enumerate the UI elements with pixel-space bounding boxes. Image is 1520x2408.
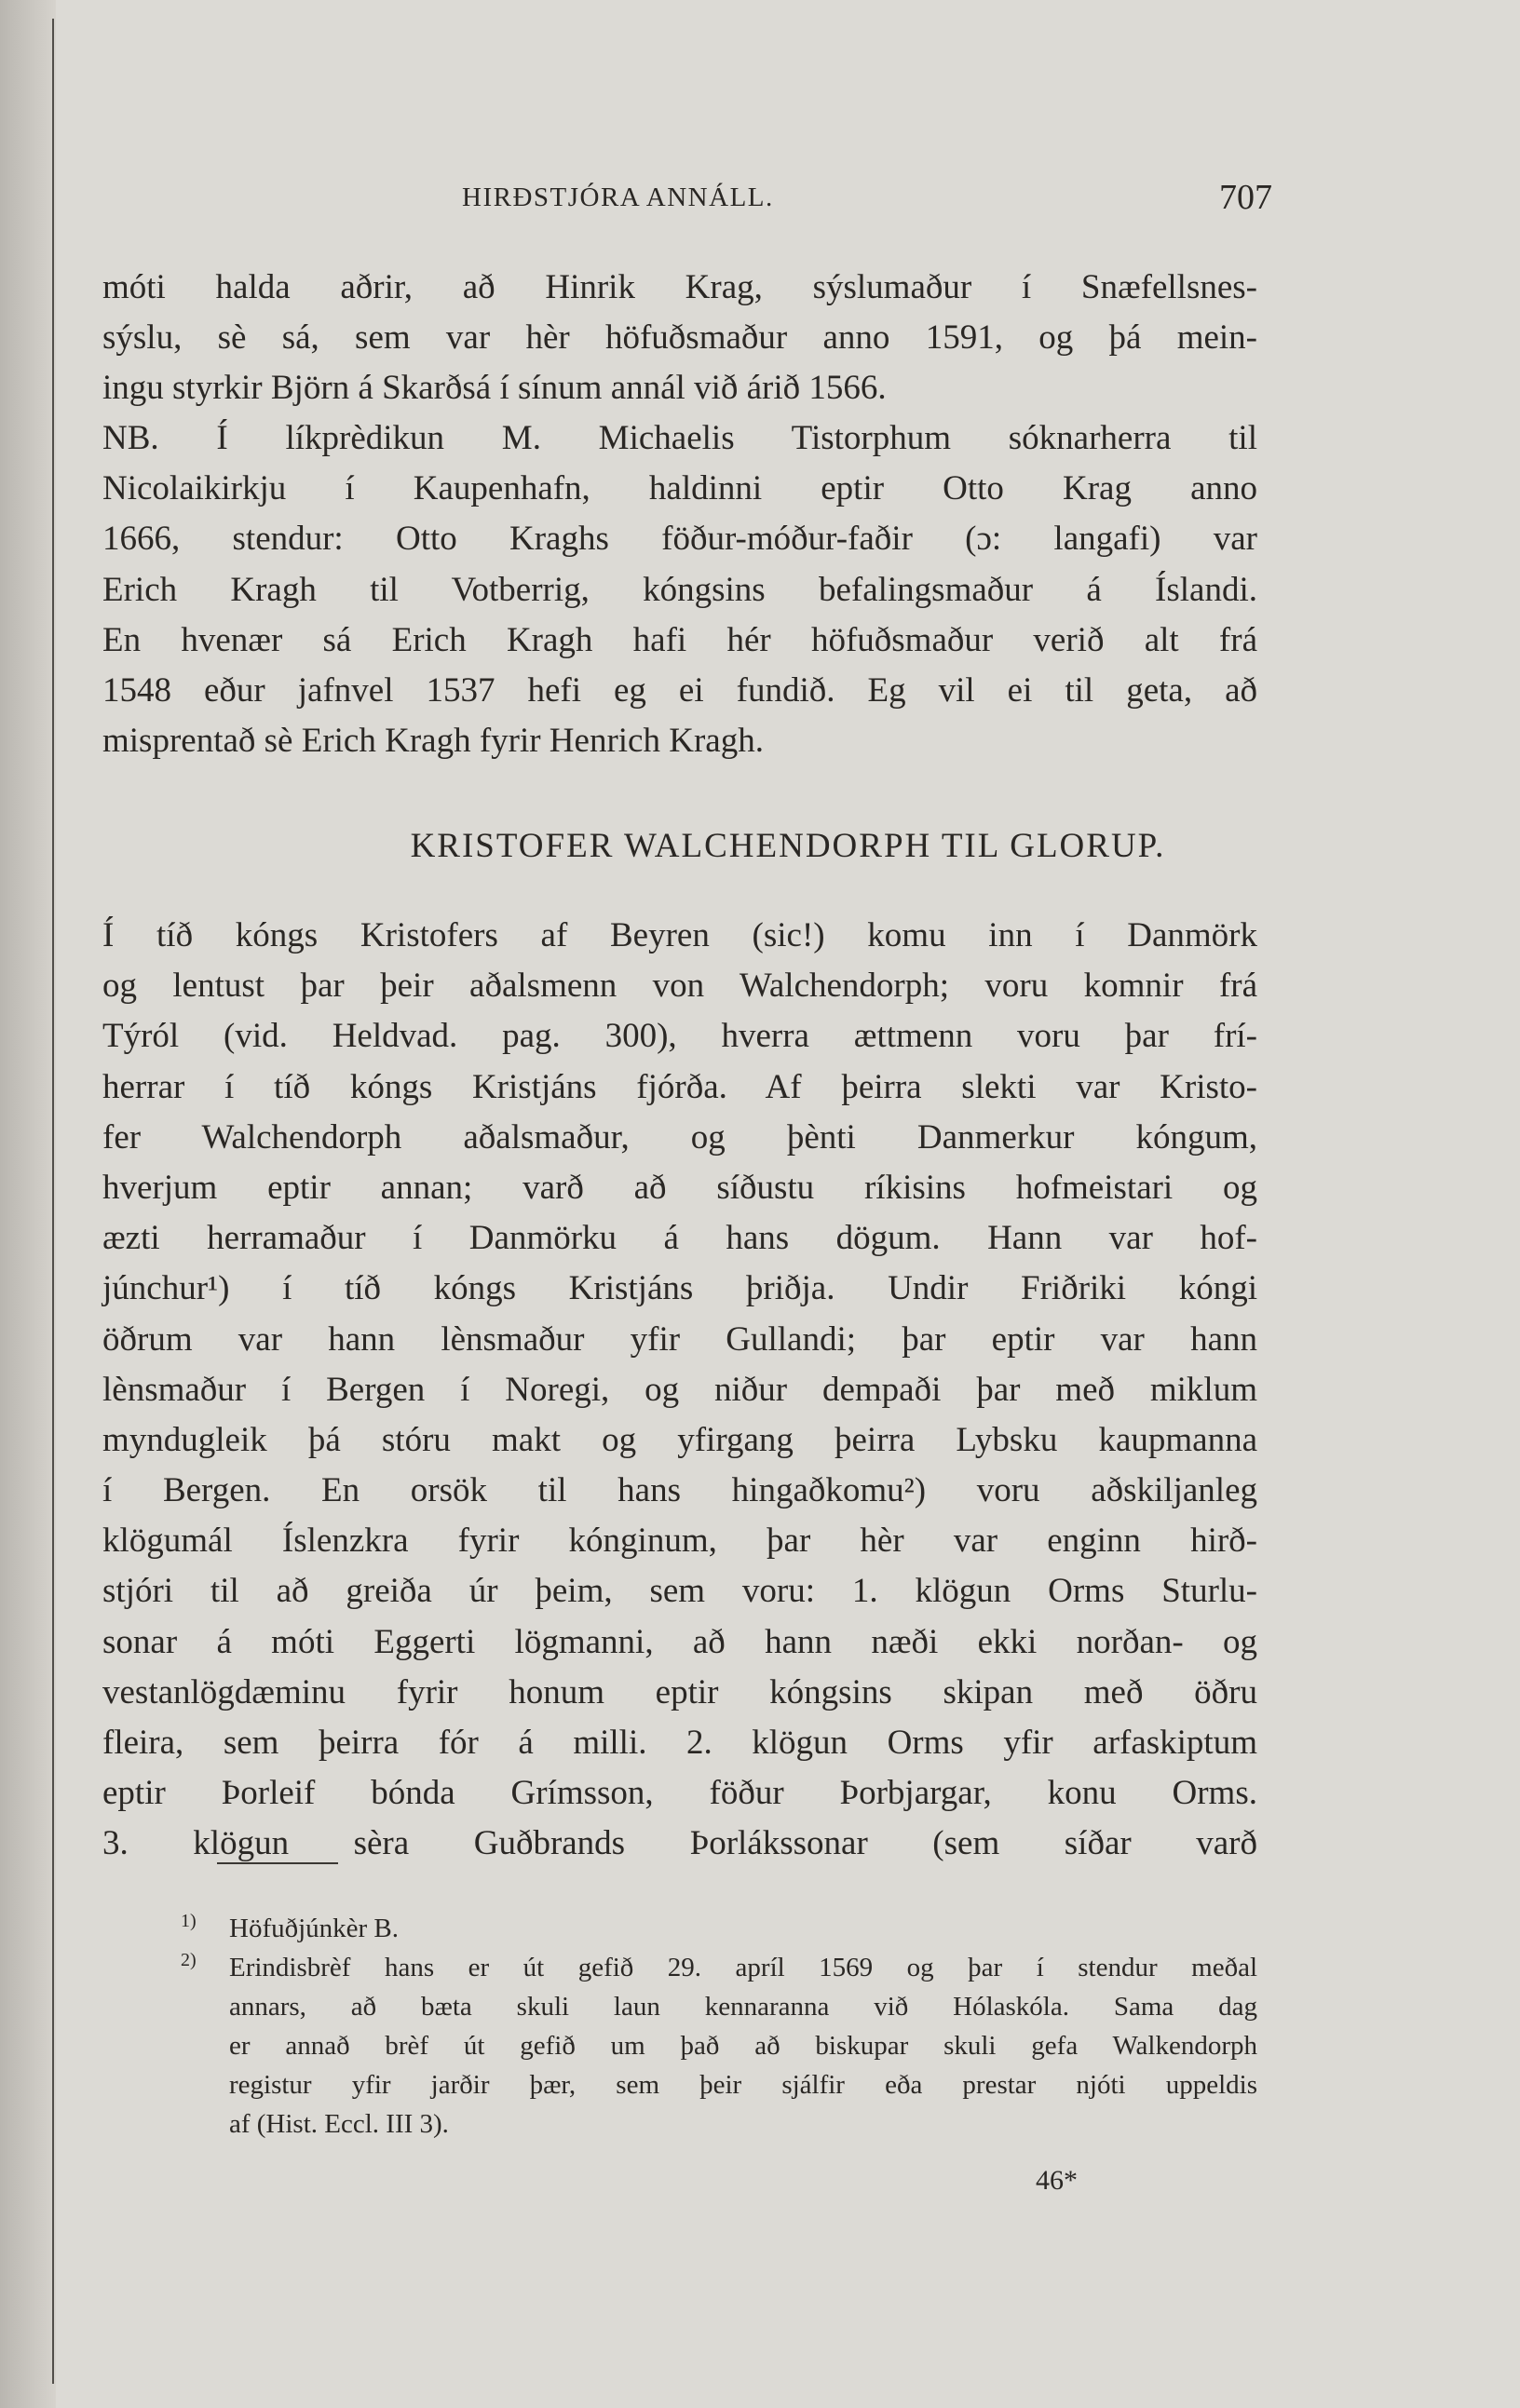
- paragraph-3: [102, 911, 1257, 1870]
- text-line: æzti herramaður í Danmörku á hans dögum. Hann var hof-: [102, 1219, 1257, 1258]
- scan-edge: [0, 0, 56, 2408]
- text-line: ingu styrkir Björn á Skarðsá í sínum annál við árið 1566.: [102, 369, 887, 408]
- text-line: Erich Kragh til Votberrig, kóngsins befalingsmaður á Íslandi.: [102, 570, 1257, 609]
- text-line: NB. Í líkprèdikun M. Michaelis Tistorphum sóknarherra til: [102, 419, 1257, 457]
- gutter-line: [52, 19, 54, 2384]
- signature-mark: 46*: [1036, 2165, 1078, 2196]
- text-line: Nicolaikirkju í Kaupenhafn, haldinni eptir Otto Krag anno: [102, 469, 1257, 508]
- page-number: 707: [1219, 178, 1272, 217]
- footnote-2: [102, 1948, 1257, 1987]
- footnote-line: annars, að bæta skuli laun kennaranna við Hólaskóla. Sama dag: [229, 1992, 1257, 2022]
- text-line: í Bergen. En orsök til hans hingaðkomu²) voru aðskiljanleg: [102, 1471, 1257, 1510]
- text-line: misprentað sè Erich Kragh fyrir Henrich Kragh.: [102, 722, 764, 761]
- running-header: [462, 178, 1272, 223]
- text-line: myndugleik þá stóru makt og yfirgang þeirra Lybsku kaupmanna: [102, 1420, 1257, 1459]
- footnote-2-cont: [102, 1987, 1257, 2026]
- text-line: fleira, sem þeirra fór á milli. 2. klögun Orms yfir arfaskiptum: [102, 1724, 1257, 1762]
- section-heading: KRISTOFER WALCHENDORPH TIL GLORUP.: [410, 827, 1166, 865]
- footnote-line: af (Hist. Eccl. III 3).: [229, 2109, 449, 2139]
- text-line: júnchur¹) í tíð kóngs Kristjáns þriðja. Undir Friðriki kóngi: [102, 1269, 1257, 1308]
- footnote-2-cont: [102, 2026, 1257, 2065]
- text-line: 1548 eður jafnvel 1537 hefi eg ei fundið. Eg vil ei til geta, að: [102, 670, 1257, 710]
- footnote-2-cont: [102, 2065, 1257, 2104]
- text-line: klögumál Íslenzkra fyrir kónginum, þar hèr var enginn hirð-: [102, 1522, 1257, 1561]
- text-line: En hvenær sá Erich Kragh hafi hér höfuðsmaður verið alt frá: [102, 620, 1257, 659]
- paragraph-1: [102, 263, 1257, 414]
- text-line: 1666, stendur: Otto Kraghs föður-móður-faðir (ɔ: langafi) var: [102, 520, 1257, 559]
- header-title: HIRÐSTJÓRA ANNÁLL.: [462, 183, 774, 212]
- text-line: herrar í tíð kóngs Kristjáns fjórða. Af þeirra slekti var Kristo-: [102, 1067, 1257, 1106]
- text-line: eptir Þorleif bónda Grímsson, föður Þorbjargar, konu Orms.: [102, 1774, 1257, 1813]
- text-line: Týról (vid. Heldvad. pag. 300), hverra ættmenn voru þar frí-: [102, 1017, 1257, 1056]
- text-line: lènsmaður í Bergen í Noregi, og niður dempaði þar með miklum: [102, 1370, 1257, 1409]
- footnote-mark: 2): [181, 1950, 197, 1970]
- text-line: hverjum eptir annan; varð að síðustu ríkisins hofmeistari og: [102, 1168, 1257, 1207]
- text-line: sýslu, sè sá, sem var hèr höfuðsmaður anno 1591, og þá mein-: [102, 318, 1257, 358]
- text-line: og lentust þar þeir aðalsmenn von Walchendorph; voru komnir frá: [102, 967, 1257, 1006]
- text-line: Í tíð kóngs Kristofers af Beyren (sic!) komu inn í Danmörk: [102, 916, 1257, 954]
- footnotes: [102, 1909, 1257, 2144]
- text-line: vestanlögdæminu fyrir honum eptir kóngsins skipan með öðru: [102, 1672, 1257, 1711]
- footnote-2-cont: [102, 2104, 1257, 2144]
- text-line: stjóri til að greiða úr þeim, sem voru: 1. klögun Orms Sturlu-: [102, 1572, 1257, 1611]
- text-line: öðrum var hann lènsmaður yfir Gullandi; þar eptir var hann: [102, 1319, 1257, 1359]
- text-line: sonar á móti Eggerti lögmanni, að hann næði ekki norðan- og: [102, 1622, 1257, 1661]
- paragraph-2: [102, 413, 1257, 766]
- footnote-line: Erindisbrèf hans er út gefið 29. apríl 1569 og þar í stendur meðal: [229, 1953, 1257, 1982]
- footnote-line: registur yfir jarðir þær, sem þeir sjálfir eða prestar njóti uppeldis: [229, 2070, 1257, 2100]
- footnote-mark: 1): [181, 1911, 197, 1931]
- text-line: móti halda aðrir, að Hinrik Krag, sýslumaður í Snæfellsnes-: [102, 268, 1257, 306]
- footnote-line: er annað brèf út gefið um það að biskupar skuli gefa Walkendorph: [229, 2031, 1257, 2061]
- footnote-rule: [217, 1862, 338, 1864]
- text-line: fer Walchendorph aðalsmaður, og þènti Danmerkur kóngum,: [102, 1117, 1257, 1157]
- footnote-1: [102, 1909, 1257, 1948]
- footnote-line: Höfuðjúnkèr B.: [229, 1914, 400, 1943]
- text-line: 3. klögun sèra Guðbrands Þorlákssonar (sem síðar varð: [102, 1824, 1257, 1863]
